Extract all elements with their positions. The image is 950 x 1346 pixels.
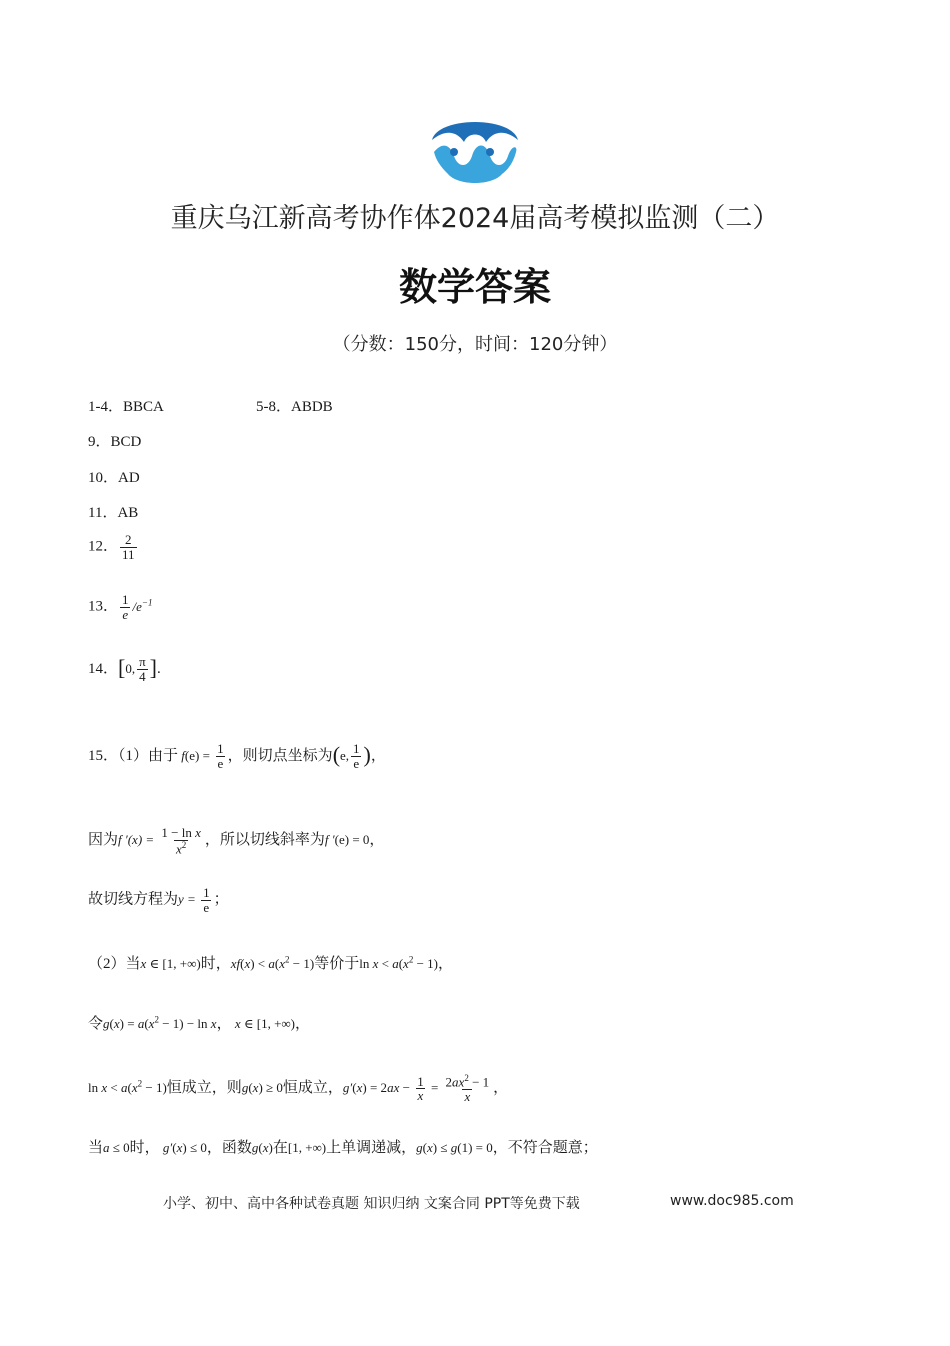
answer-14-label: 14． — [88, 661, 119, 677]
solution-15-line-7: 当a ≤ 0时， g′(x) ≤ 0，函数g(x)在[1, +∞)上单调递减，g(x) ≤ g(1) = 0，不符合题意； — [88, 1140, 598, 1156]
solution-15-line-3: 故切线方程为y = $\frac{1}{e}$ ； — [88, 885, 229, 915]
answer-1-4: 1-4．BBCA — [88, 399, 164, 415]
answer-12-label: 12． — [88, 538, 119, 555]
fraction-numerator: 2 — [125, 532, 132, 547]
solution-15-line-1: 15．（1）由于 f(e) = $\frac{1}{e}$ ，则切点坐标为(e, $\frac{1}{e}$ )， — [88, 741, 386, 772]
text-fragment: 因为 — [88, 832, 119, 849]
fraction-denominator: 11 — [122, 546, 135, 562]
document-title: 重庆乌江新高考协作体2024届高考模拟监测（二） — [170, 203, 780, 234]
text-fragment: 恒成立， — [282, 1080, 343, 1097]
logo — [428, 112, 522, 188]
footer-url[interactable]: www.doc985.com — [670, 1193, 794, 1209]
text-fragment: ，所以切线斜率为 — [204, 832, 325, 849]
solution-15-label: 15． — [88, 748, 119, 764]
answer-14: 14．[0, $\frac{\pi}{4}$ ]. — [88, 654, 161, 685]
document-subtitle: 数学答案 — [398, 265, 551, 309]
answer-13: 13． $\frac{1}{e}$ $/e^{-1}$ — [88, 592, 153, 622]
text-fragment: 故切线方程为 — [88, 891, 179, 908]
text-fragment: ，则切点坐标为 — [227, 748, 333, 764]
text-fragment: 等价于 — [314, 956, 360, 972]
answer-11: 11．AB — [88, 505, 139, 521]
text-fragment: 令 — [88, 1016, 104, 1032]
text-fragment: ， — [493, 1080, 509, 1097]
answer-9: 9．BCD — [88, 434, 142, 450]
exam-meta: （分数：150分，时间：120分钟） — [332, 334, 618, 355]
text-fragment: （1）由于 — [118, 748, 179, 764]
answer-5-8: 5-8．ABDB — [256, 399, 333, 415]
text-fragment: ，不符合题意； — [492, 1140, 598, 1156]
answer-13-fraction: $\frac{1}{e}$ — [122, 592, 129, 622]
answer-13-label: 13． — [88, 598, 119, 615]
solution-15-line-5: 令$g(x) = a(x^2 - 1) - \ln x$， x ∈ [1, +∞)， — [88, 1014, 311, 1032]
footer-text: 小学、初中、高中各种试卷真题 知识归纳 文案合同 PPT等免费下载 — [163, 1196, 580, 1212]
text-fragment: ， — [295, 1016, 311, 1032]
text-fragment: 在 — [272, 1140, 288, 1156]
text-fragment: ， — [216, 1016, 232, 1032]
text-fragment: ， — [369, 832, 385, 849]
text-fragment: ，函数 — [206, 1140, 252, 1156]
text-fragment: ； — [213, 891, 229, 908]
answer-12-fraction — [120, 533, 137, 561]
text-fragment: （2）当 — [88, 956, 141, 972]
solution-15-line-4: （2）当x ∈ [1, +∞)时，$xf(x) < a(x^2 - 1)$等价于$\ln x < a(x^2 - 1)$， — [88, 954, 454, 972]
text-fragment: 上单调递减， — [326, 1140, 417, 1156]
text-fragment: 恒成立，则 — [166, 1080, 242, 1097]
text-fragment: 时， — [129, 1140, 160, 1156]
text-fragment: ， — [370, 748, 386, 764]
text-fragment: 时， — [200, 956, 231, 972]
text-fragment: ， — [438, 956, 454, 972]
text-fragment: 当 — [88, 1140, 104, 1156]
answer-10: 10．AD — [88, 470, 140, 486]
solution-15-line-2: 因为f ′(x) = $\frac{\text{1 − ln x}}{x^2}$ ，所以切线斜率为f ′(e) = 0， — [88, 825, 385, 856]
solution-15-line-6: $\ln x < a(x^2 - 1)$恒成立，则g(x) ≥ 0恒成立，g′(x) = 2ax − $\frac{1}{x}$ = $\frac{2ax^2 - 1}{x}$ ， — [88, 1073, 509, 1104]
answer-12 — [88, 533, 139, 561]
